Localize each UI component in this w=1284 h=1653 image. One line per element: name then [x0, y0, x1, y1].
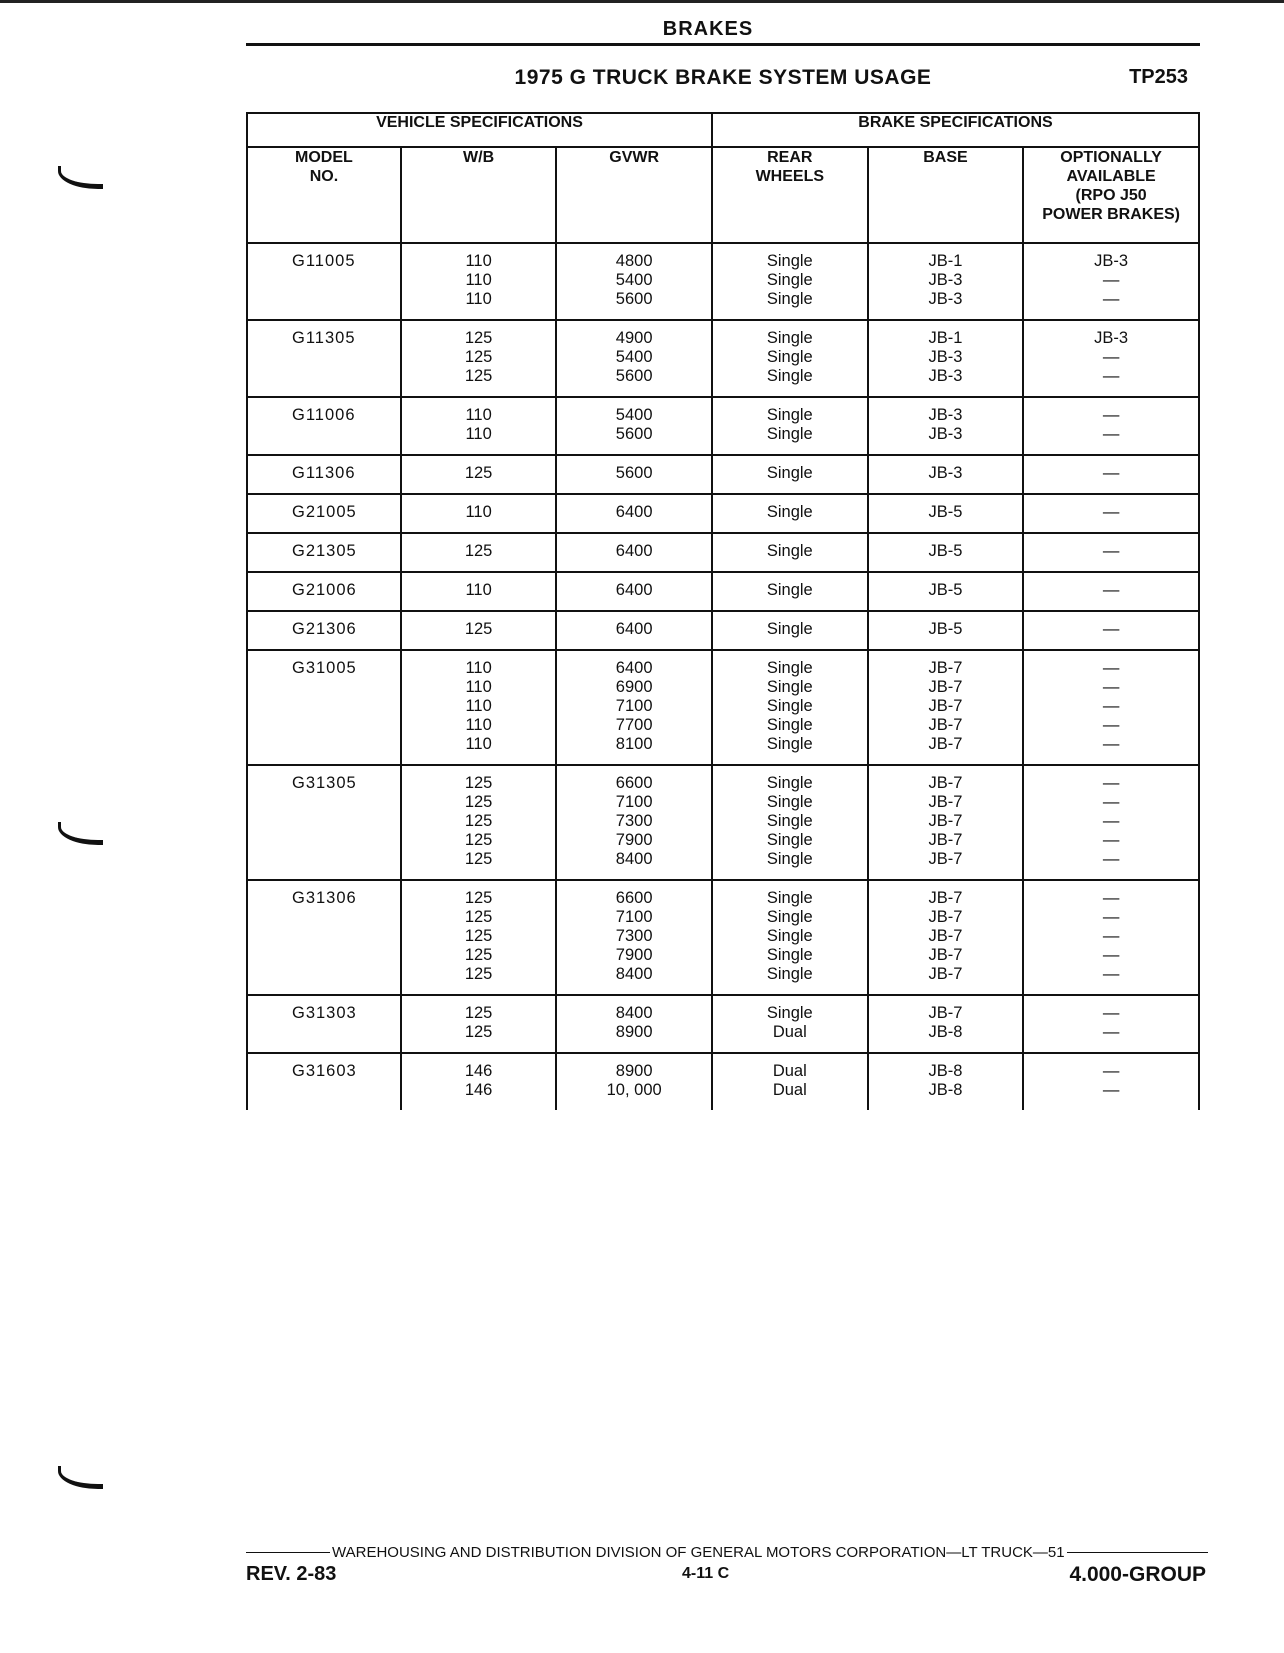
base-cell: [868, 533, 1024, 572]
wb-cell: [401, 572, 557, 611]
cell-line: Single: [766, 464, 813, 482]
table-row: [247, 880, 1199, 995]
gvwr-cell: [556, 494, 712, 533]
cell-line: Single: [766, 348, 813, 366]
rear-wheels-cell: [712, 880, 868, 995]
cell-line: 8400: [615, 850, 653, 868]
table-body: [247, 243, 1199, 1110]
gvwr-cell: [556, 880, 712, 995]
cell-line: JB-7: [928, 1004, 963, 1022]
cell-line: —: [1102, 542, 1120, 560]
optional-cell: [1023, 765, 1199, 880]
model-cell: G31005: [247, 650, 401, 765]
base-cell: [868, 572, 1024, 611]
optional-cell: [1023, 611, 1199, 650]
cell-line: —: [1102, 348, 1120, 366]
cell-line: Single: [766, 812, 813, 830]
cell-line: Single: [766, 697, 813, 715]
column-header-base: [868, 147, 1024, 243]
gvwr-cell: [556, 572, 712, 611]
base-cell: [868, 494, 1024, 533]
base-cell: [868, 397, 1024, 455]
base-cell: [868, 611, 1024, 650]
model-cell: G31305: [247, 765, 401, 880]
cell-line: 6600: [615, 889, 653, 907]
cell-line: —: [1102, 367, 1120, 385]
wb-cell: [401, 765, 557, 880]
cell-line: —: [1102, 464, 1120, 482]
cell-line: 6900: [615, 678, 653, 696]
cell-line: JB-3: [928, 290, 963, 308]
cell-line: —: [1102, 581, 1120, 599]
optional-cell: [1023, 572, 1199, 611]
cell-line: 110: [465, 271, 492, 289]
footer-group: 4.000-GROUP: [1069, 1563, 1206, 1586]
cell-line: JB-7: [928, 716, 963, 734]
cell-line: 125: [464, 542, 493, 560]
brake-usage-table: [246, 112, 1200, 1110]
footer-revision: REV. 2-83: [246, 1563, 337, 1585]
rear-wheels-cell: [712, 572, 868, 611]
group-header-brake: BRAKE SPECIFICATIONS: [712, 113, 1199, 147]
cell-line: Single: [766, 908, 813, 926]
cell-line: 8900: [615, 1062, 653, 1080]
column-header-model-no: [247, 147, 401, 243]
cell-line: JB-3: [928, 425, 963, 443]
optional-cell: [1023, 650, 1199, 765]
column-header-line: GVWR: [609, 149, 660, 166]
cell-line: 146: [464, 1081, 493, 1099]
cell-line: 125: [464, 1023, 493, 1041]
table-row: [247, 611, 1199, 650]
optional-cell: [1023, 397, 1199, 455]
cell-line: JB-1: [928, 329, 963, 347]
cell-line: —: [1102, 1004, 1120, 1022]
base-cell: [868, 243, 1024, 320]
cell-line: 7700: [615, 716, 653, 734]
cell-line: 8100: [615, 735, 653, 753]
cell-line: 125: [464, 620, 493, 638]
group-header-vehicle: VEHICLE SPECIFICATIONS: [247, 113, 712, 147]
cell-line: 110: [465, 735, 492, 753]
cell-line: Single: [766, 620, 813, 638]
cell-line: JB-7: [928, 678, 963, 696]
cell-line: Single: [766, 831, 813, 849]
cell-line: JB-7: [928, 659, 963, 677]
base-cell: [868, 320, 1024, 397]
base-cell: [868, 880, 1024, 995]
model-cell: G31603: [247, 1053, 401, 1110]
cell-line: —: [1102, 503, 1120, 521]
cell-line: JB-7: [928, 965, 963, 983]
base-cell: [868, 650, 1024, 765]
cell-line: JB-7: [928, 812, 963, 830]
model-cell: G21305: [247, 533, 401, 572]
cell-line: 110: [465, 290, 492, 308]
cell-line: Dual: [772, 1081, 807, 1099]
cell-line: Single: [766, 659, 813, 677]
cell-line: 125: [464, 793, 493, 811]
cell-line: 125: [464, 889, 493, 907]
cell-line: JB-3: [928, 406, 963, 424]
cell-line: Single: [766, 793, 813, 811]
column-header-gvwr: [556, 147, 712, 243]
cell-line: 7900: [615, 946, 653, 964]
column-header-line: MODEL: [295, 149, 353, 166]
column-header-line: REAR: [767, 149, 813, 166]
column-header-line: POWER BRAKES): [1042, 206, 1180, 223]
optional-cell: [1023, 1053, 1199, 1110]
cell-line: 4800: [615, 252, 653, 270]
wb-cell: [401, 880, 557, 995]
model-cell: G21005: [247, 494, 401, 533]
cell-line: 7300: [615, 812, 653, 830]
cell-line: —: [1102, 965, 1120, 983]
cell-line: JB-5: [928, 620, 963, 638]
cell-line: 6400: [615, 542, 653, 560]
optional-cell: [1023, 455, 1199, 494]
binder-hole-mark: [58, 822, 103, 845]
cell-line: JB-3: [928, 367, 963, 385]
wb-cell: [401, 995, 557, 1053]
cell-line: 6600: [615, 774, 653, 792]
wb-cell: [401, 611, 557, 650]
cell-line: 110: [465, 503, 492, 521]
rear-wheels-cell: [712, 533, 868, 572]
rear-wheels-cell: [712, 765, 868, 880]
gvwr-cell: [556, 243, 712, 320]
cell-line: 7900: [615, 831, 653, 849]
cell-line: —: [1102, 659, 1120, 677]
rear-wheels-cell: [712, 455, 868, 494]
cell-line: JB-8: [928, 1081, 963, 1099]
cell-line: Single: [766, 850, 813, 868]
cell-line: 146: [464, 1062, 493, 1080]
cell-line: 5400: [615, 271, 653, 289]
cell-line: 110: [465, 425, 492, 443]
cell-line: —: [1102, 1062, 1120, 1080]
gvwr-cell: [556, 455, 712, 494]
cell-line: JB-7: [928, 850, 963, 868]
cell-line: Single: [766, 425, 813, 443]
cell-line: —: [1102, 735, 1120, 753]
table-row: [247, 1053, 1199, 1110]
table-row: [247, 650, 1199, 765]
rear-wheels-cell: [712, 995, 868, 1053]
cell-line: Single: [766, 542, 813, 560]
footer-page-number: 4-11 C: [682, 1565, 730, 1582]
optional-cell: [1023, 320, 1199, 397]
cell-line: 8400: [615, 965, 653, 983]
table-row: [247, 533, 1199, 572]
table-row: [247, 494, 1199, 533]
cell-line: 7100: [615, 697, 653, 715]
wb-cell: [401, 397, 557, 455]
cell-line: JB-5: [928, 503, 963, 521]
cell-line: JB-7: [928, 793, 963, 811]
cell-line: 7100: [615, 908, 653, 926]
cell-line: 125: [464, 774, 493, 792]
gvwr-cell: [556, 995, 712, 1053]
cell-line: Single: [766, 329, 813, 347]
cell-line: Single: [766, 406, 813, 424]
cell-line: —: [1102, 946, 1120, 964]
cell-line: —: [1102, 406, 1120, 424]
cell-line: JB-3: [928, 348, 963, 366]
gvwr-cell: [556, 1053, 712, 1110]
cell-line: JB-7: [928, 908, 963, 926]
wb-cell: [401, 650, 557, 765]
model-cell: G11006: [247, 397, 401, 455]
cell-line: —: [1102, 908, 1120, 926]
table-row: [247, 995, 1199, 1053]
cell-line: 8900: [615, 1023, 653, 1041]
section-title: BRAKES: [662, 18, 754, 40]
cell-line: 5600: [615, 464, 653, 482]
cell-line: Single: [766, 290, 813, 308]
cell-line: 125: [464, 329, 493, 347]
footer-rule: [1067, 1552, 1208, 1553]
cell-line: 110: [465, 581, 492, 599]
gvwr-cell: [556, 650, 712, 765]
cell-line: Single: [766, 735, 813, 753]
optional-cell: [1023, 995, 1199, 1053]
cell-line: 5600: [615, 290, 653, 308]
cell-line: —: [1102, 774, 1120, 792]
cell-line: 125: [464, 348, 493, 366]
cell-line: Single: [766, 678, 813, 696]
column-header-row: [247, 147, 1199, 243]
model-cell: G11306: [247, 455, 401, 494]
cell-line: —: [1102, 1081, 1120, 1099]
cell-line: JB-7: [928, 697, 963, 715]
cell-line: 6400: [615, 581, 653, 599]
cell-line: 7300: [615, 927, 653, 945]
column-header-optional: [1023, 147, 1199, 243]
wb-cell: [401, 243, 557, 320]
cell-line: —: [1102, 850, 1120, 868]
cell-line: 7100: [615, 793, 653, 811]
rear-wheels-cell: [712, 320, 868, 397]
column-header-line: BASE: [923, 149, 968, 166]
gvwr-cell: [556, 611, 712, 650]
table-row: [247, 243, 1199, 320]
cell-line: 5400: [615, 406, 653, 424]
cell-line: —: [1102, 927, 1120, 945]
model-cell: G11005: [247, 243, 401, 320]
cell-line: Single: [766, 774, 813, 792]
column-header-line: (RPO J50: [1075, 187, 1147, 204]
footer-line: [246, 1544, 1208, 1561]
cell-line: —: [1102, 678, 1120, 696]
cell-line: 110: [465, 252, 492, 270]
cell-line: —: [1102, 697, 1120, 715]
cell-line: 110: [465, 697, 492, 715]
cell-line: 125: [464, 812, 493, 830]
top-edge-rule: [0, 0, 1284, 3]
cell-line: JB-3: [1094, 329, 1129, 347]
base-cell: [868, 995, 1024, 1053]
cell-line: 125: [464, 367, 493, 385]
wb-cell: [401, 533, 557, 572]
cell-line: 6400: [615, 659, 653, 677]
cell-line: 125: [464, 464, 493, 482]
rear-wheels-cell: [712, 1053, 868, 1110]
column-header-line: W/B: [463, 149, 495, 166]
gvwr-cell: [556, 397, 712, 455]
cell-line: JB-3: [928, 271, 963, 289]
cell-line: 5600: [615, 425, 653, 443]
cell-line: Single: [766, 252, 813, 270]
title-rule: [246, 43, 1200, 46]
cell-line: JB-5: [928, 581, 963, 599]
cell-line: Single: [766, 503, 813, 521]
cell-line: Single: [766, 581, 813, 599]
cell-line: 125: [464, 908, 493, 926]
optional-cell: [1023, 880, 1199, 995]
model-cell: G11305: [247, 320, 401, 397]
column-header-line: AVAILABLE: [1066, 168, 1156, 185]
cell-line: JB-7: [928, 889, 963, 907]
wb-cell: [401, 1053, 557, 1110]
cell-line: Single: [766, 965, 813, 983]
cell-line: —: [1102, 620, 1120, 638]
group-header-row: [247, 113, 1199, 147]
base-cell: [868, 455, 1024, 494]
optional-cell: [1023, 243, 1199, 320]
cell-line: Dual: [772, 1023, 807, 1041]
cell-line: —: [1102, 716, 1120, 734]
base-cell: [868, 765, 1024, 880]
document-title: 1975 G TRUCK BRAKE SYSTEM USAGE: [514, 66, 932, 89]
cell-line: 8400: [615, 1004, 653, 1022]
document-code: TP253: [1129, 66, 1188, 88]
column-header-line: NO.: [309, 168, 339, 185]
cell-line: 10, 000: [606, 1081, 662, 1099]
cell-line: 6400: [615, 503, 653, 521]
footer-rule: [246, 1552, 330, 1553]
cell-line: JB-1: [928, 252, 963, 270]
gvwr-cell: [556, 765, 712, 880]
cell-line: JB-7: [928, 735, 963, 753]
cell-line: 125: [464, 1004, 493, 1022]
cell-line: 110: [465, 406, 492, 424]
cell-line: —: [1102, 271, 1120, 289]
cell-line: Dual: [772, 1062, 807, 1080]
cell-line: 5600: [615, 367, 653, 385]
gvwr-cell: [556, 320, 712, 397]
cell-line: 110: [465, 659, 492, 677]
cell-line: Single: [766, 889, 813, 907]
cell-line: JB-7: [928, 831, 963, 849]
cell-line: Single: [766, 716, 813, 734]
rear-wheels-cell: [712, 494, 868, 533]
rear-wheels-cell: [712, 243, 868, 320]
cell-line: Single: [766, 1004, 813, 1022]
cell-line: —: [1102, 812, 1120, 830]
cell-line: JB-3: [928, 464, 963, 482]
table-row: [247, 765, 1199, 880]
cell-line: JB-7: [928, 927, 963, 945]
cell-line: 125: [464, 965, 493, 983]
optional-cell: [1023, 533, 1199, 572]
cell-line: 125: [464, 850, 493, 868]
model-cell: G21006: [247, 572, 401, 611]
table-row: [247, 572, 1199, 611]
cell-line: —: [1102, 290, 1120, 308]
cell-line: 125: [464, 927, 493, 945]
cell-line: Single: [766, 271, 813, 289]
wb-cell: [401, 320, 557, 397]
cell-line: 6400: [615, 620, 653, 638]
cell-line: Single: [766, 367, 813, 385]
cell-line: Single: [766, 946, 813, 964]
base-cell: [868, 1053, 1024, 1110]
binder-hole-mark: [58, 1466, 103, 1489]
wb-cell: [401, 494, 557, 533]
table-row: [247, 320, 1199, 397]
cell-line: JB-8: [928, 1023, 963, 1041]
table-row: [247, 397, 1199, 455]
column-header-line: WHEELS: [755, 168, 825, 185]
cell-line: —: [1102, 1023, 1120, 1041]
cell-line: JB-7: [928, 946, 963, 964]
rear-wheels-cell: [712, 611, 868, 650]
cell-line: Single: [766, 927, 813, 945]
cell-line: JB-5: [928, 542, 963, 560]
model-cell: G31306: [247, 880, 401, 995]
cell-line: JB-3: [1094, 252, 1129, 270]
cell-line: 110: [465, 716, 492, 734]
cell-line: 125: [464, 831, 493, 849]
column-header-wb: [401, 147, 557, 243]
gvwr-cell: [556, 533, 712, 572]
table-row: [247, 455, 1199, 494]
footer-text: WAREHOUSING AND DISTRIBUTION DIVISION OF GENERAL MOTORS CORPORATION—LT TRUCK—51: [332, 1544, 1065, 1561]
column-header-line: OPTIONALLY: [1060, 149, 1162, 166]
optional-cell: [1023, 494, 1199, 533]
column-header-rear-wheels: [712, 147, 868, 243]
model-cell: G21306: [247, 611, 401, 650]
cell-line: 110: [465, 678, 492, 696]
binder-hole-mark: [58, 166, 103, 189]
cell-line: 5400: [615, 348, 653, 366]
cell-line: JB-7: [928, 774, 963, 792]
rear-wheels-cell: [712, 650, 868, 765]
rear-wheels-cell: [712, 397, 868, 455]
wb-cell: [401, 455, 557, 494]
cell-line: 125: [464, 946, 493, 964]
cell-line: —: [1102, 425, 1120, 443]
cell-line: JB-8: [928, 1062, 963, 1080]
model-cell: G31303: [247, 995, 401, 1053]
cell-line: —: [1102, 793, 1120, 811]
cell-line: 4900: [615, 329, 653, 347]
cell-line: —: [1102, 889, 1120, 907]
cell-line: —: [1102, 831, 1120, 849]
